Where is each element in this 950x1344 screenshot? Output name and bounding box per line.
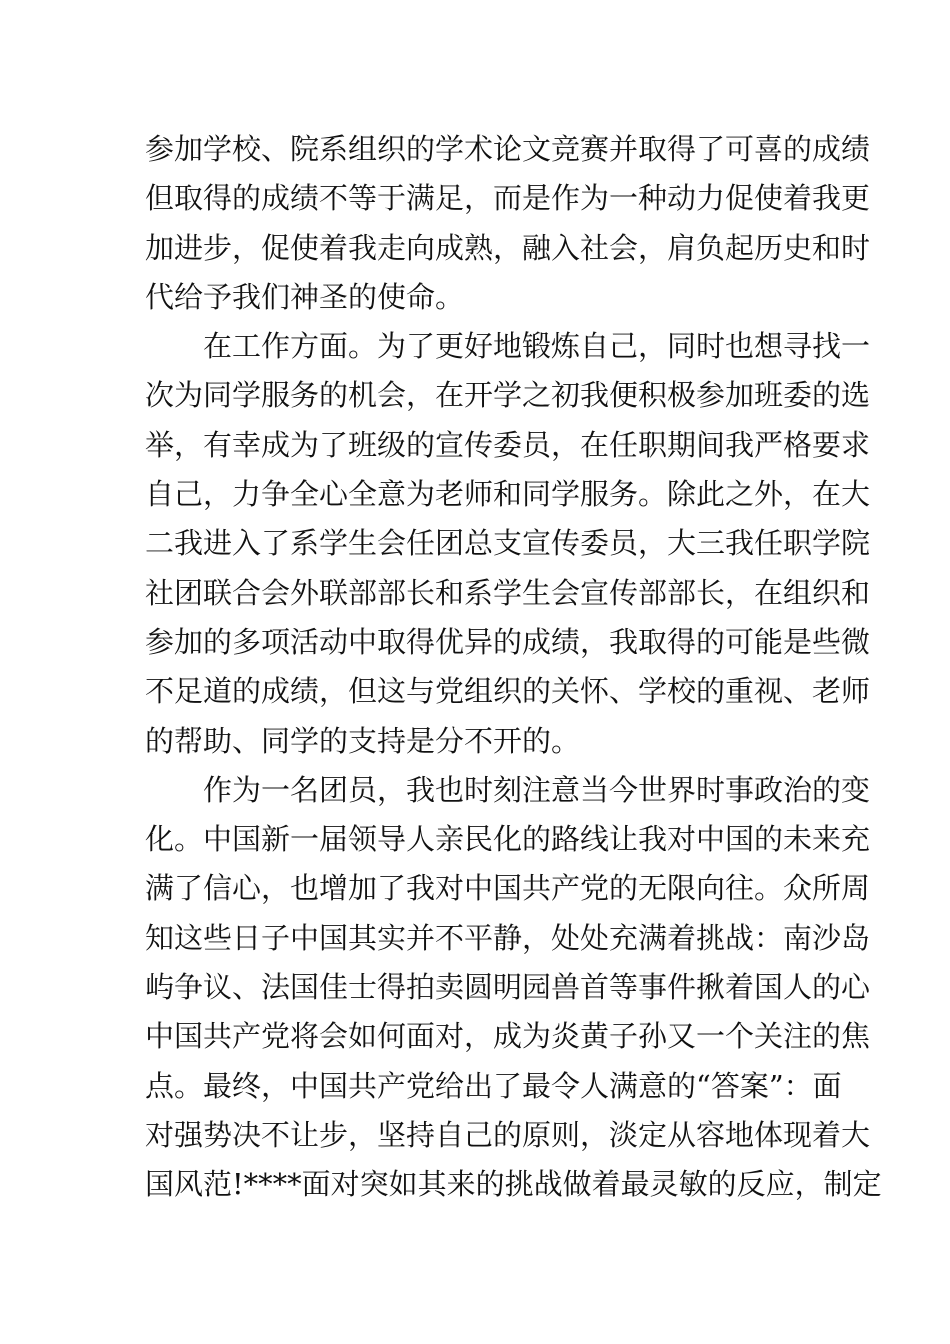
paragraph-1: [145, 125, 871, 322]
text-line: 屿争议、法国佳士得拍卖圆明园兽首等事件揪着国人的心: [145, 970, 871, 1005]
text-line: 中国共产党将会如何面对，成为炎黄子孙又一个关注的焦: [145, 1019, 871, 1054]
text-line: 加进步，促使着我走向成熟，融入社会，肩负起历史和时: [145, 230, 871, 265]
text-line: 参加学校、院系组织的学术论文竞赛并取得了可喜的成绩: [145, 132, 871, 166]
text-line: 代给予我们神圣的使命。: [145, 279, 465, 314]
text-line: 知这些日子中国其实并不平静，处处充满着挑战：南沙岛: [145, 920, 871, 955]
text-line: 对强势决不让步，坚持自己的原则，淡定从容地体现着大: [145, 1117, 871, 1152]
paragraph-2: [145, 322, 871, 766]
text-line: 但取得的成绩不等于满足，而是作为一种动力促使着我更: [145, 181, 871, 216]
text-line: 二我进入了系学生会任团总支宣传委员，大三我任职学院: [145, 526, 871, 561]
text-line: 参加的多项活动中取得优异的成绩，我取得的可能是些微: [145, 624, 871, 659]
body-text: [145, 125, 882, 1210]
text-line: 化。中国新一届领导人亲民化的路线让我对中国的未来充: [145, 822, 871, 857]
text-line: 社团联合会外联部部长和系学生会宣传部部长，在组织和: [145, 575, 871, 610]
text-line: 不足道的成绩，但这与党组织的关怀、学校的重视、老师: [145, 674, 871, 709]
text-line: 次为同学服务的机会，在开学之初我便积极参加班委的选: [145, 378, 871, 413]
text-line: 的帮助、同学的支持是分不开的。: [145, 723, 581, 758]
text-line: 举，有幸成为了班级的宣传委员，在任职期间我严格要求: [145, 427, 871, 462]
text-line: 点。最终，中国共产党给出了最令人满意的“答案”：面: [145, 1068, 842, 1103]
paragraph-3: [145, 766, 882, 1210]
text-line: 自己，力争全心全意为老师和同学服务。除此之外，在大: [145, 477, 871, 512]
text-line: 国风范!****面对突如其来的挑战做着最灵敏的反应，制定: [145, 1167, 882, 1202]
text-line: 作为一名团员，我也时刻注意当今世界时事政治的变: [203, 772, 871, 807]
text-line: 在工作方面。为了更好地锻炼自己，同时也想寻找一: [203, 329, 871, 364]
text-line: 满了信心，也增加了我对中国共产党的无限向往。众所周: [145, 871, 871, 906]
